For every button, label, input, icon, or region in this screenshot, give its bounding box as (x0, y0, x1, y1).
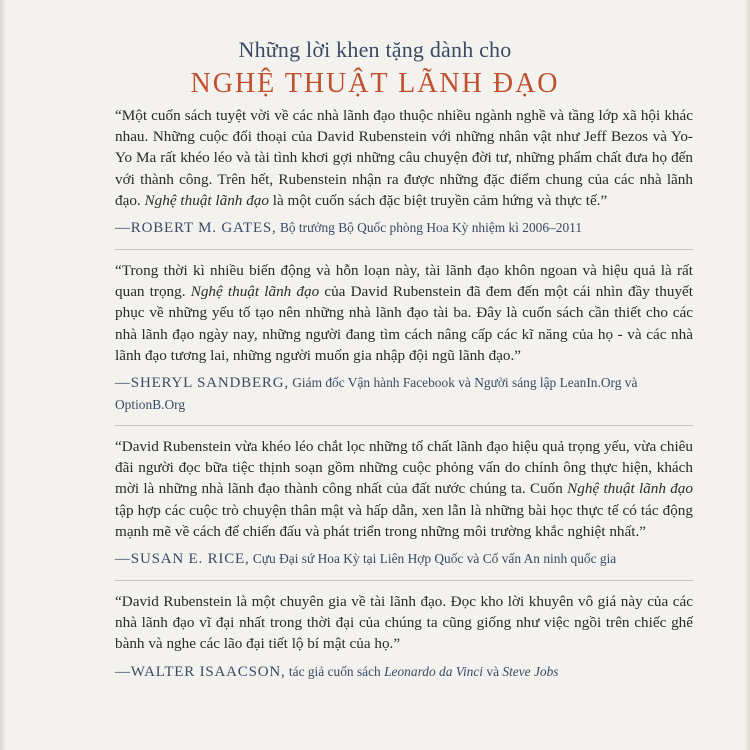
divider (115, 249, 693, 250)
book-title: Steve Jobs (502, 663, 559, 679)
author-name: —SUSAN E. RICE, (115, 551, 250, 568)
page-edge-left (0, 0, 6, 750)
testimonial-rice (115, 436, 693, 570)
divider (115, 580, 693, 581)
divider (115, 425, 693, 426)
quote-attribution (115, 548, 693, 570)
quote-text: “David Rubenstein vừa khéo léo chắt lọc những tố chất lãnh đạo hiệu quả trọng yếu, vừa chiêu đãi người đọc bữa tiệc thịnh soạn gồm những cuộc phỏng vấn do chính ông thực hiện, khách mời là những nhà lãnh đạo thành công nhất của đất nước chúng ta. Cuốn Nghệ thuật lãnh đạo tập hợp các cuộc trò chuyện thân mật và hấp dẫn, xen lẫn là những bài học thực tế có tác động mạnh mẽ về cách để chiến đấu và phát triển trong những môi trường khắc nghiệt nhất.” (115, 438, 693, 540)
page-title: NGHỆ THUẬT LÃNH ĐẠO (190, 68, 560, 99)
testimonial-gates (115, 105, 693, 239)
author-role: Bộ trưởng Bộ Quốc phòng Hoa Kỳ nhiệm kì 2006–2011 (276, 220, 583, 236)
testimonials (115, 105, 693, 683)
quote-text: “Một cuốn sách tuyệt vời về các nhà lãnh đạo thuộc nhiều ngành nghề và tầng lớp xã hội khác nhau. Những cuộc đối thoại của David Rubenstein với những nhân vật như Jeff Bezos và Yo-Yo Ma rất khéo léo và tài tình khơi gợi những câu chuyện đời tư, những phẩm chất đưa họ đến với thành công. Trên hết, Rubenstein nhận ra được những đặc điểm chung của các nhà lãnh đạo. Nghệ thuật lãnh đạo là một cuốn sách đặc biệt truyền cảm hứng và thực tế.” (115, 107, 693, 209)
quote-text: “Trong thời kì nhiều biến động và hỗn loạn này, tài lãnh đạo khôn ngoan và hiệu quả là rất quan trọng. Nghệ thuật lãnh đạo của David Rubenstein đã đem đến một cái nhìn đầy thuyết phục về những yếu tố tạo nên những nhà lãnh đạo tài ba. Đây là cuốn sách cần thiết cho các nhà lãnh đạo ngày nay, những người đang tìm cách nâng cấp các kĩ năng của họ - và các nhà lãnh đạo tương lai, những người muốn gia nhập đội ngũ lãnh đạo.” (115, 262, 693, 364)
page-subtitle: Những lời khen tặng dành cho (238, 37, 512, 62)
page-header (0, 37, 750, 101)
quote-attribution (115, 372, 693, 415)
quote-text: “David Rubenstein là một chuyên gia về tài lãnh đạo. Đọc kho lời khuyên vô giá này của các nhà lãnh đạo vĩ đại nhất trong thời đại của chúng ta cũng giống như việc ngồi trên chiếc ghế bành và nghe các lão đại tiết lộ bí mật của họ.” (115, 593, 693, 653)
testimonial-isaacson (115, 591, 693, 683)
book-title: Leonardo da Vinci (384, 663, 484, 679)
quote-attribution (115, 217, 693, 239)
quote-attribution: —WALTER ISAACSON, tác giả cuốn sách Leonardo da Vinci và Steve Jobs (115, 663, 559, 680)
author-role: Cựu Đại sứ Hoa Kỳ tại Liên Hợp Quốc và Cố vấn An ninh quốc gia (249, 551, 617, 567)
author-name: —ROBERT M. GATES, (115, 220, 277, 237)
author-role: tác giả cuốn sách (285, 663, 385, 679)
author-name: —SHERYL SANDBERG, (115, 375, 289, 392)
page-edge-right (744, 0, 750, 750)
author-role: Giám đốc Vận hành Facebook và Người sáng lập LeanIn.Org và OptionB.Org (115, 375, 638, 413)
testimonial-sandberg (115, 260, 693, 415)
author-name: —WALTER ISAACSON, (115, 663, 286, 680)
